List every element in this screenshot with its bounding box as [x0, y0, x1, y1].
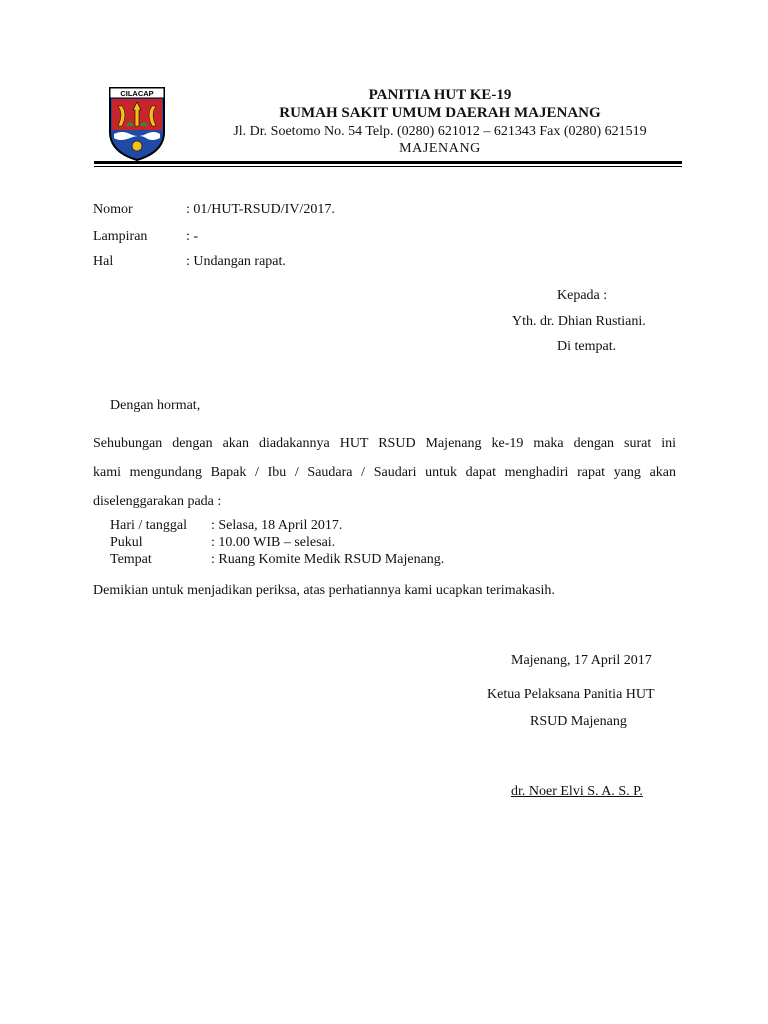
paragraph-line: diselenggarakan pada : [93, 494, 222, 509]
recipient-place: Di tempat. [557, 339, 617, 354]
detail-place-value: : Ruang Komite Medik RSUD Majenang. [211, 552, 445, 567]
detail-place-label: Tempat [110, 552, 152, 567]
nomor-label: Nomor [93, 202, 133, 217]
signature-role-line1: Ketua Pelaksana Panitia HUT [487, 687, 655, 702]
letterhead-city: MAJENANG [399, 141, 481, 156]
greeting: Dengan hormat, [110, 398, 201, 413]
signature-role-line2: RSUD Majenang [530, 714, 627, 729]
hal-label: Hal [93, 254, 114, 269]
detail-date-value: : Selasa, 18 April 2017. [211, 518, 343, 533]
nomor-value: : 01/HUT-RSUD/IV/2017. [186, 202, 335, 217]
closing-sentence: Demikian untuk menjadikan periksa, atas perhatiannya kami ucapkan terimakasih. [93, 583, 555, 598]
signature-place-date: Majenang, 17 April 2017 [511, 653, 652, 668]
svg-text:CILACAP: CILACAP [120, 89, 154, 98]
recipient-to: Kepada : [557, 288, 608, 303]
detail-date-label: Hari / tanggal [110, 518, 187, 533]
paragraph-line: kami mengundang Bapak / Ibu / Saudara / Saudari untuk dapat menghadiri rapat yang akan [93, 465, 676, 480]
detail-time-label: Pukul [110, 535, 143, 550]
body-paragraph [93, 429, 676, 516]
hal-value: : Undangan rapat. [186, 254, 286, 269]
recipient-name: Yth. dr. Dhian Rustiani. [512, 314, 646, 329]
letterhead-title: PANITIA HUT KE-19 [368, 87, 512, 103]
cilacap-emblem-logo [108, 86, 166, 162]
lampiran-label: Lampiran [93, 229, 148, 244]
detail-time-value: : 10.00 WIB – selesai. [211, 535, 336, 550]
letterhead-institution: RUMAH SAKIT UMUM DAERAH MAJENANG [279, 105, 601, 121]
lampiran-value: : - [186, 229, 199, 244]
letterhead-divider-thin [94, 166, 682, 167]
letterhead-address: Jl. Dr. Soetomo No. 54 Telp. (0280) 621012 – 621343 Fax (0280) 621519 [233, 124, 647, 139]
signatory-name: dr. Noer Elvi S. A. S. P. [511, 784, 643, 799]
paragraph-line: Sehubungan dengan akan diadakannya HUT RSUD Majenang ke-19 maka dengan surat ini [93, 436, 676, 451]
letterhead-divider-thick [94, 161, 682, 164]
